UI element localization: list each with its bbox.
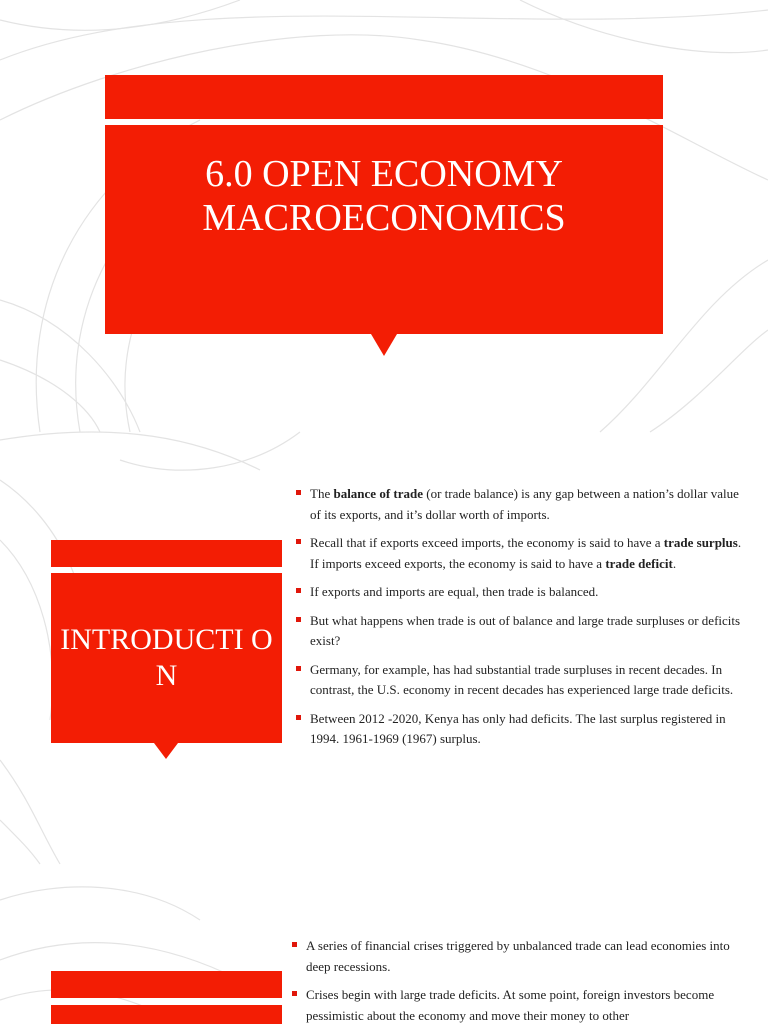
list-item: Germany, for example, has had substantial trade surpluses in recent decades. In contrast, the U.S. economy in recent decades has experienced large trade deficits. xyxy=(296,660,748,701)
title-top-bar xyxy=(105,75,663,119)
title-line-1: 6.0 OPEN ECONOMY xyxy=(205,153,563,195)
section-top-bar xyxy=(51,971,282,998)
bullet-square-icon xyxy=(292,942,297,947)
bullet-square-icon xyxy=(292,991,297,996)
section-title: INTRODUCTI ON xyxy=(60,623,273,692)
list-item: Crises begin with large trade deficits. At some point, foreign investors become pessimistic about the economy and move their money to other xyxy=(292,985,744,1024)
section-pointer xyxy=(154,743,178,759)
list-item: A series of financial crises triggered by unbalanced trade can lead economies into deep recessions. xyxy=(292,936,744,977)
slide-title xyxy=(105,152,663,240)
bullet-square-icon xyxy=(296,666,301,671)
slide-1 xyxy=(0,0,768,432)
list-item: If exports and imports are equal, then trade is balanced. xyxy=(296,582,748,603)
bullet-square-icon xyxy=(296,617,301,622)
list-item: The balance of trade (or trade balance) is any gap between a nation’s dollar value of its exports, and it’s dollar worth of imports. xyxy=(296,484,748,525)
section-title-box xyxy=(51,1005,282,1024)
list-item: Between 2012 -2020, Kenya has only had deficits. The last surplus registered in 1994. 1961-1969 (1967) surplus. xyxy=(296,709,748,750)
bullet-square-icon xyxy=(296,539,301,544)
bullet-list xyxy=(296,484,748,758)
list-item: Recall that if exports exceed imports, the economy is said to have a trade surplus. If imports exceed exports, the economy is said to have a trade deficit. xyxy=(296,533,748,574)
slide-3 xyxy=(0,864,768,1024)
title-pointer xyxy=(371,334,397,356)
bullet-list xyxy=(292,936,744,1024)
bullet-square-icon xyxy=(296,715,301,720)
list-item: But what happens when trade is out of balance and large trade surpluses or deficits exist? xyxy=(296,611,748,652)
slide-2 xyxy=(0,432,768,864)
title-line-2: MACROECONOMICS xyxy=(202,197,566,239)
section-top-bar xyxy=(51,540,282,567)
bullet-square-icon xyxy=(296,588,301,593)
bullet-square-icon xyxy=(296,490,301,495)
